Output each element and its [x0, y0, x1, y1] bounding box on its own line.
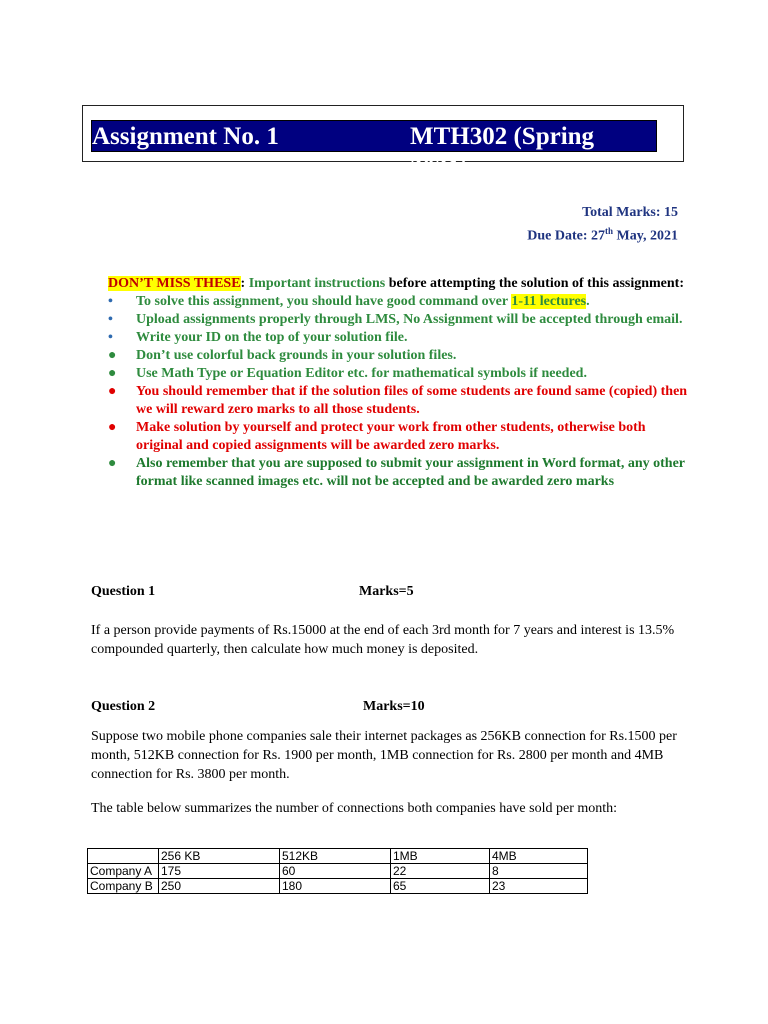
table-cell: 8 — [490, 864, 588, 879]
course-title: MTH302 (Spring 2021) — [410, 123, 595, 182]
dont-miss-label: DON’T MISS THESE — [108, 276, 241, 291]
instructions-heading — [108, 275, 688, 293]
title-frame — [82, 105, 684, 182]
before-attempting: before attempting the solution of this assignment: — [388, 276, 685, 291]
important-instructions: Important instructions — [248, 276, 389, 291]
question1-text: If a person provide payments of Rs.15000 at the end of each 3rd month for 7 years and interest is 13.5% compounded quarterly, then calculate how much money is deposited. — [91, 623, 675, 657]
bullet-icon: ● — [108, 456, 117, 471]
table-cell: 22 — [391, 864, 490, 879]
assignment-title: Assignment No. 1 — [92, 123, 279, 150]
question1-label: Question 1 — [91, 584, 156, 599]
connections-table — [87, 848, 588, 894]
bullet-icon: ● — [108, 420, 117, 435]
instruction-item: • Upload assignments properly through LMS, No Assignment will be accepted through email. — [108, 312, 683, 327]
table-header-cell — [88, 849, 159, 864]
question2-text: Suppose two mobile phone companies sale their internet packages as 256KB connection for Rs.1500 per month, 512KB connection for Rs. 1900 per month, 1MB connection for Rs. 2800 per month and 4MB connection for Rs. 3800 per month. — [91, 729, 677, 782]
table-cell: 65 — [391, 879, 490, 894]
bullet-icon: ● — [108, 348, 117, 363]
instruction-item: ● Use Math Type or Equation Editor etc. for mathematical symbols if needed. — [108, 366, 587, 381]
table-header-cell: 1MB — [391, 849, 490, 864]
bullet-icon: • — [108, 312, 113, 327]
instruction-item: ● You should remember that if the solution files of some students are found same (copied) then we will reward zero marks to all those students. — [108, 384, 688, 417]
question1-marks: Marks=5 — [359, 584, 414, 599]
table-cell: 250 — [159, 879, 280, 894]
bullet-icon: • — [108, 330, 113, 345]
heading-colon: : — [240, 276, 249, 291]
table-cell: 180 — [280, 879, 391, 894]
instruction-item: ● Make solution by yourself and protect your work from other students, otherwise both original and copied assignments will be awarded zero marks. — [108, 420, 646, 453]
total-marks: Total Marks: 15 — [582, 205, 678, 220]
table-cell: 175 — [159, 864, 280, 879]
table-cell: Company A — [88, 864, 159, 879]
lectures-highlight: 1-11 lectures — [511, 294, 587, 309]
title-bar — [91, 120, 657, 182]
instruction-item: • Write your ID on the top of your solution file. — [108, 330, 408, 345]
instruction-item: ● Also remember that you are supposed to submit your assignment in Word format, any other format like scanned images etc. will not be accepted and be awarded zero marks — [108, 456, 685, 489]
marks-and-due-date — [527, 203, 678, 246]
question2-label: Question 2 — [91, 699, 156, 714]
instruction-item: • To solve this assignment, you should have good command over 1-11 lectures. — [108, 294, 590, 309]
table-intro: The table below summarizes the number of connections both companies have sold per month: — [91, 801, 618, 816]
table-header-cell: 512KB — [280, 849, 391, 864]
due-date: Due Date: 27th May, 2021 — [527, 226, 678, 244]
bullet-icon: ● — [108, 384, 117, 399]
table-header-row — [88, 849, 588, 864]
table-cell: Company B — [88, 879, 159, 894]
table-cell: 23 — [490, 879, 588, 894]
instruction-list — [108, 293, 688, 491]
table-cell: 60 — [280, 864, 391, 879]
bullet-icon: • — [108, 294, 113, 309]
table-header-cell: 256 KB — [159, 849, 280, 864]
instruction-item: ● Don’t use colorful back grounds in your solution files. — [108, 348, 457, 363]
instructions-block — [108, 275, 688, 491]
question2-marks: Marks=10 — [363, 699, 425, 714]
bullet-icon: ● — [108, 366, 117, 381]
table-header-cell: 4MB — [490, 849, 588, 864]
table-row — [88, 879, 588, 894]
table-row — [88, 864, 588, 879]
